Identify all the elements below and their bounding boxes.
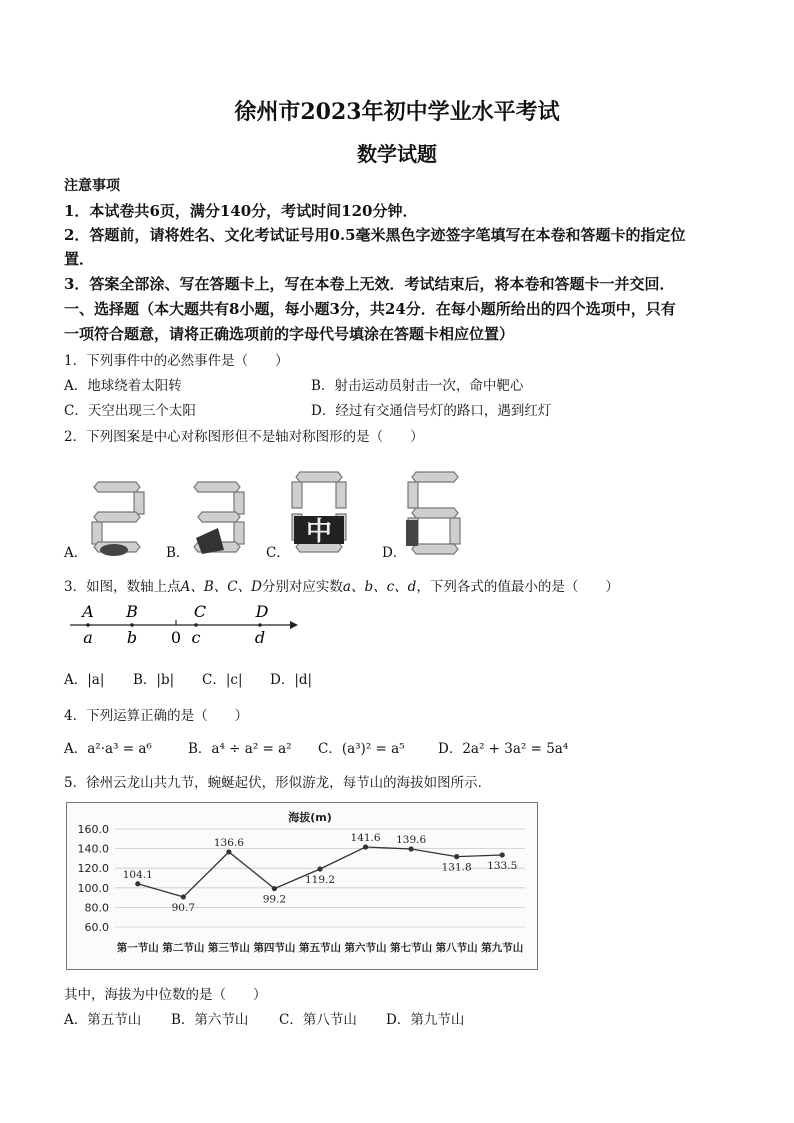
q2-figure-d [404, 468, 464, 556]
q4-option-c: C．(a³)² = a⁵ [318, 741, 405, 757]
section-heading-line1: 一、选择题（本大题共有8小题，每小题3分，共24分．在每小题所给出的四个选项中，只有 [64, 300, 676, 318]
number-line [66, 601, 302, 653]
value-label-b: b [126, 628, 138, 647]
value-label-a: a [83, 628, 93, 647]
q4-option-d: D．2a² + 3a² = 5a⁴ [438, 741, 569, 757]
data-point [454, 854, 459, 859]
x-tick-label: 第四节山 [253, 942, 296, 954]
q5-option-d: D．第九节山 [386, 1012, 465, 1028]
point-label-c: C [193, 602, 207, 621]
y-tick-label: 140.0 [77, 842, 109, 856]
note-item-2: 2．答题前，请将姓名、文化考试证号用0.5毫米黑色字迹签字笔填写在本卷和答题卡的指定位 [64, 226, 686, 244]
y-tick-label: 80.0 [84, 901, 109, 915]
q3-option-d: D．|d| [270, 672, 313, 688]
q4-stem: 4．下列运算正确的是（ ） [64, 708, 249, 724]
q2-stem: 2．下列图案是中心对称图形但不是轴对称图形的是（ ） [64, 429, 424, 445]
q3-option-a: A．|a| [64, 672, 105, 688]
data-label: 104.1 [122, 868, 153, 881]
q1-option-d: D．经过有交通信号灯的路口，遇到红灯 [311, 403, 552, 419]
data-label: 139.6 [396, 833, 427, 846]
data-label: 133.5 [487, 859, 518, 872]
q5-follow: 其中，海拔为中位数的是（ ） [64, 987, 267, 1003]
x-tick-label: 第二节山 [162, 942, 205, 954]
q4-option-a: A．a²·a³ = a⁶ [64, 741, 152, 757]
data-point [363, 844, 368, 849]
x-tick-label: 第一节山 [116, 942, 159, 954]
q3-option-b: B．|b| [133, 672, 175, 688]
data-point [272, 886, 277, 891]
q4-option-b: B．a⁴ ÷ a² = a² [188, 741, 292, 757]
note-item-2-cont: 置． [64, 250, 95, 268]
q5-stem: 5．徐州云龙山共九节，蜿蜒起伏，形似游龙，每节山的海拔如图所示． [64, 775, 492, 791]
q3-stem-mid: 分别对应实数 [261, 579, 343, 595]
q3-option-c: C．|c| [202, 672, 243, 688]
x-tick-label: 第三节山 [207, 942, 250, 954]
note-item-1: 1．本试卷共6页，满分140分，考试时间120分钟． [64, 202, 418, 220]
x-tick-label: 第七节山 [390, 942, 433, 954]
q5-option-c: C．第八节山 [279, 1012, 357, 1028]
q3-stem-post: ，下列各式的值最小的是（ ） [416, 579, 619, 595]
q3-stem-pre: 3．如图，数轴上点 [64, 579, 181, 595]
page-subtitle: 数学试题 [357, 142, 437, 166]
value-label-c: c [191, 628, 201, 647]
zero-label: 0 [170, 628, 182, 647]
q1-option-a: A．地球绕着太阳转 [64, 378, 182, 394]
point-label-a: A [82, 602, 94, 621]
section-heading-line2: 一项符合题意，请将正确选项前的字母代号填涂在答题卡相应位置） [64, 325, 515, 343]
data-point [226, 849, 231, 854]
data-point [409, 846, 414, 851]
data-label: 136.6 [213, 836, 244, 849]
q2-figure-b [188, 478, 248, 556]
q5-option-a: A．第五节山 [64, 1012, 142, 1028]
q2-option-c: C． [266, 545, 290, 561]
value-label-d: d [254, 628, 266, 647]
q2-option-d: D． [382, 545, 407, 561]
point-label-d: D [255, 602, 269, 621]
data-point [181, 894, 186, 899]
q2-figure-c [288, 468, 352, 556]
x-tick-label: 第九节山 [481, 942, 524, 954]
data-label: 119.2 [304, 873, 336, 886]
q1-option-b: B．射击运动员射击一次，命中靶心 [311, 378, 524, 394]
data-label: 99.2 [262, 893, 287, 906]
q2-option-a: A． [64, 545, 88, 561]
q1-option-c: C．天空出现三个太阳 [64, 403, 196, 419]
q3-points: A、B、C、D [180, 579, 262, 595]
data-label: 90.7 [171, 901, 196, 914]
data-label: 141.6 [350, 832, 381, 845]
q2-option-b: B． [166, 545, 190, 561]
data-point [317, 866, 322, 871]
y-tick-label: 120.0 [77, 862, 109, 876]
page-title: 徐州市2023年初中学业水平考试 [234, 99, 560, 125]
notes-heading: 注意事项 [64, 178, 120, 194]
x-tick-label: 第五节山 [299, 942, 341, 954]
q3-stem [64, 575, 619, 595]
altitude-chart-svg [67, 803, 537, 969]
altitude-chart [66, 802, 538, 970]
x-tick-label: 第八节山 [435, 942, 478, 954]
q3-vars: a、b、c、d [342, 579, 417, 595]
y-tick-label: 100.0 [77, 881, 109, 895]
data-label: 131.8 [441, 861, 472, 874]
q1-stem: 1．下列事件中的必然事件是（ ） [64, 353, 289, 369]
y-tick-label: 160.0 [77, 823, 109, 836]
svg-text:中: 中 [305, 517, 333, 547]
data-point [500, 852, 505, 857]
data-point [135, 881, 140, 886]
q5-option-b: B．第六节山 [171, 1012, 249, 1028]
x-tick-label: 第六节山 [344, 942, 387, 954]
y-tick-label: 60.0 [84, 921, 109, 934]
chart-title: 海拔(m) [288, 811, 332, 824]
point-label-b: B [126, 602, 138, 621]
q2-figure-a [88, 478, 148, 556]
note-item-3: 3．答案全部涂、写在答题卡上，写在本卷上无效．考试结束后，将本卷和答题卡一并交回． [64, 275, 675, 293]
